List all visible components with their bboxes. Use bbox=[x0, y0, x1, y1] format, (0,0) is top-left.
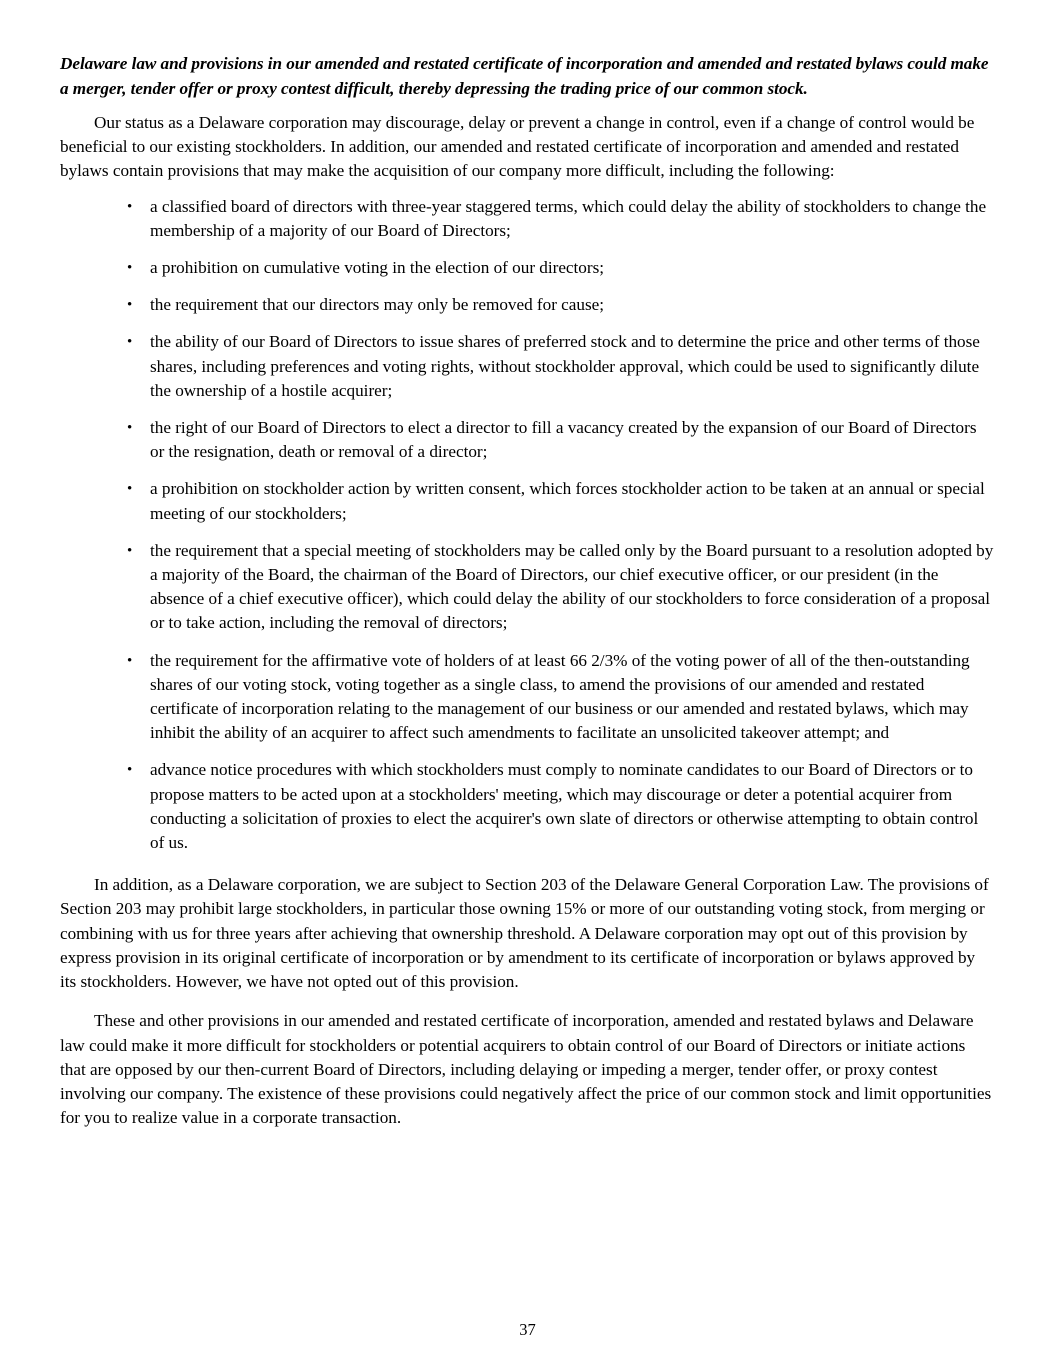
list-item bbox=[60, 758, 995, 855]
list-item-text: a prohibition on cumulative voting in the election of our directors; bbox=[150, 258, 605, 278]
list-item-text: the requirement that a special meeting of stockholders may be called only by the Board pursuant to a resolution adopted by a majority of the Board, the chairman of the Board of Directors, our chief executive officer, or our president (in the absence of a chief executive officer), which could delay the ability of our stockholders to force consideration of a proposal or to take action, including the removal of directors; bbox=[150, 540, 994, 633]
list-item bbox=[60, 649, 995, 746]
list-item-text: the ability of our Board of Directors to issue shares of preferred stock and to determine the price and other terms of those shares, including preferences and voting rights, without stockholder approval, which could be used to significantly dilute the ownership of a hostile acquirer; bbox=[150, 332, 980, 400]
bullet-icon: • bbox=[127, 198, 133, 215]
bullet-icon: • bbox=[127, 420, 133, 437]
provisions-bullet-list bbox=[60, 195, 995, 856]
list-item bbox=[60, 293, 995, 317]
bullet-icon: • bbox=[127, 297, 133, 314]
list-item-text: a classified board of directors with three-year staggered terms, which could delay the ability of stockholders to change the membership of a majority of our Board of Directors; bbox=[150, 196, 987, 240]
list-item-text: the requirement for the affirmative vote of holders of at least 66 2/3% of the voting power of all of the then-outstanding shares of our voting stock, voting together as a single class, to amend the provisions of our amended and restated certificate of incorporation relating to the management of our business or our amended and restated bylaws, which may inhibit the ability of an acquirer to affect such amendments to facilitate an unsolicited takeover attempt; and bbox=[150, 650, 970, 743]
list-item bbox=[60, 330, 995, 403]
bullet-icon: • bbox=[127, 481, 133, 498]
closing-paragraph-section-203: In addition, as a Delaware corporation, we are subject to Section 203 of the Delaware General Corporation Law. The provisions of Section 203 may prohibit large stockholders, in particular those owning 15% or more of our outstanding voting stock, from merging or combining with us for three years after achieving that ownership threshold. A Delaware corporation may opt out of this provision by express provision in its original certificate of incorporation or by amendment to its certificate of incorporation or bylaws approved by its stockholders. However, we have not opted out of this provision. bbox=[60, 875, 989, 992]
intro-paragraph: Our status as a Delaware corporation may discourage, delay or prevent a change in control, even if a change of control would be beneficial to our existing stockholders. In addition, our amended and restated certificate of incorporation and amended and restated bylaws contain provisions that may make the acquisition of our company more difficult, including the following: bbox=[60, 113, 975, 181]
list-item bbox=[60, 539, 995, 636]
bullet-icon: • bbox=[127, 762, 133, 779]
paragraph-spacer bbox=[60, 994, 995, 1009]
list-item-text: the right of our Board of Directors to elect a director to fill a vacancy created by the expansion of our Board of Directors or the resignation, death or removal of a director; bbox=[150, 418, 977, 462]
closing-paragraph-summary: These and other provisions in our amended and restated certificate of incorporation, amended and restated bylaws and Delaware law could make it more difficult for stockholders or potential acquirers to obtain control of our Board of Directors or initiate actions that are opposed by our then-current Board of Directors, including delaying or impeding a merger, tender offer, or proxy contest involving our company. The existence of these provisions could negatively affect the price of our common stock and limit opportunities for you to realize value in a corporate transaction. bbox=[60, 1011, 992, 1128]
bullet-icon: • bbox=[127, 334, 133, 351]
document-content bbox=[60, 52, 995, 1130]
bullet-icon: • bbox=[127, 542, 133, 559]
list-item bbox=[60, 416, 995, 464]
list-item bbox=[60, 195, 995, 243]
list-item bbox=[60, 256, 995, 280]
bullet-icon: • bbox=[127, 652, 133, 669]
list-item-text: the requirement that our directors may only be removed for cause; bbox=[150, 295, 605, 315]
list-item-text: a prohibition on stockholder action by written consent, which forces stockholder action to be taken at an annual or special meeting of our stockholders; bbox=[150, 479, 985, 523]
list-item-text: advance notice procedures with which stockholders must comply to nominate candidates to our Board of Directors or to propose matters to be acted upon at a stockholders' meeting, which may discourage or deter a potential acquirer from conducting a solicitation of proxies to elect the acquirer's own slate of directors or otherwise attempting to obtain control of us. bbox=[150, 760, 979, 853]
closing-paragraphs bbox=[60, 873, 995, 1130]
list-item bbox=[60, 477, 995, 525]
risk-factor-heading: Delaware law and provisions in our amended and restated certificate of incorporation and amended and restated bylaws could make a merger, tender offer or proxy contest difficult, thereby depressing the trading price of our common stock. bbox=[60, 54, 989, 98]
page-number: 37 bbox=[519, 1320, 536, 1339]
bullet-icon: • bbox=[127, 260, 133, 277]
